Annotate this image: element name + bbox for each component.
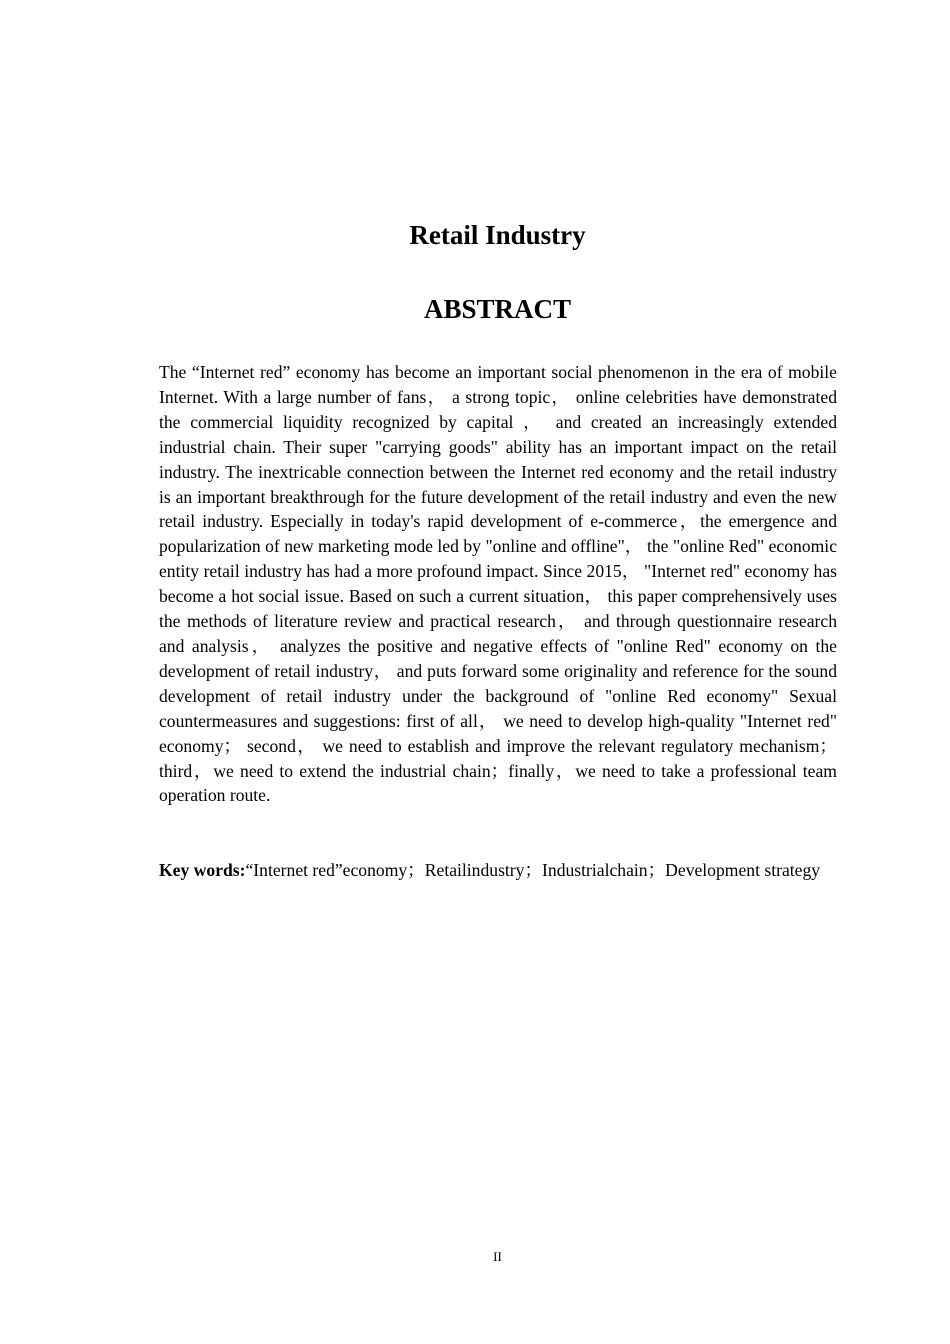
document-title: Retail Industry: [409, 220, 586, 250]
keywords-paragraph: [159, 858, 837, 883]
abstract-body: The “Internet red” economy has become an important social phenomenon in the era of mobile Internet. With a large number of fans， a strong topic， online celebrities have demonstrated the commercial liquidity recognized by capital ， and created an increasingly extended industrial chain. Their super "carrying goods" ability has an important impact on the retail industry. The inextricable connection between the Internet red economy and the retail industry is an important breakthrough for the future development of the retail industry and even the new retail industry. Especially in today's rapid development of e-commerce，the emergence and popularization of new marketing mode led by "online and offline"， the "online Red" economic entity retail industry has had a more profound impact. Since 2015， "Internet red" economy has become a hot social issue. Based on such a current situation， this paper comprehensively uses the methods of literature review and practical research， and through questionnaire research and analysis， analyzes the positive and negative effects of "online Red" economy on the development of retail industry， and puts forward some originality and reference for the sound development of retail industry under the background of "online Red economy" Sexual countermeasures and suggestions: first of all， we need to develop high-quality "Internet red" economy； second， we need to establish and improve the relevant regulatory mechanism；third，we need to extend the industrial chain；finally，we need to take a professional team operation route.: [159, 362, 837, 806]
keywords-text: “Internet red”economy；Retailindustry；Industrialchain；Development strategy: [245, 860, 821, 880]
keywords-label: Key words:: [159, 860, 246, 880]
abstract-heading: ABSTRACT: [423, 294, 572, 324]
page-number: II: [493, 1249, 502, 1264]
